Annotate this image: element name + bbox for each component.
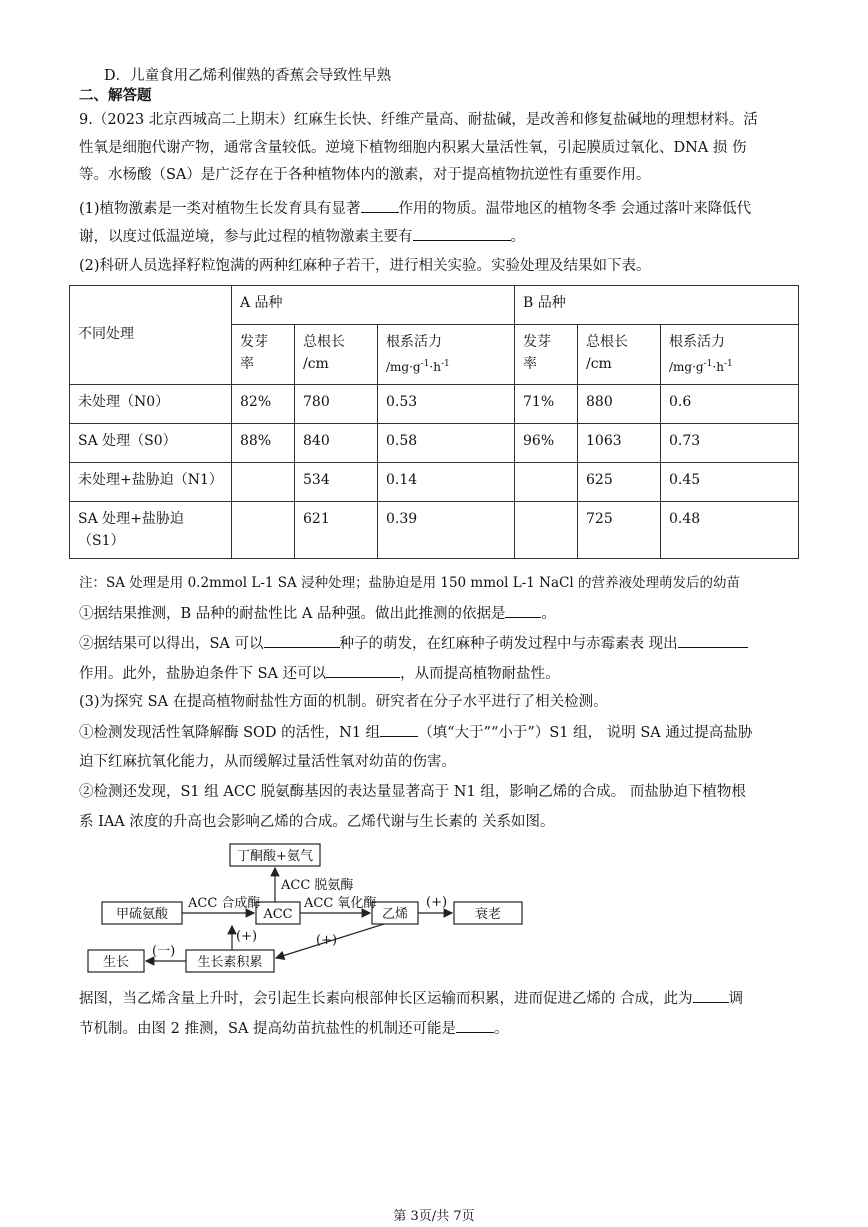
answer-blank[interactable]: [326, 663, 400, 678]
col-germination-b: 发芽 率: [515, 325, 578, 385]
cell: [515, 502, 578, 559]
row-label: 未处理+盐胁迫（N1）: [70, 463, 232, 502]
subquestion-3-1-cont: 迫下红麻抗氧化能力，从而缓解过量活性氧对幼苗的伤害。: [79, 754, 456, 770]
growth-label: 生长: [102, 955, 130, 970]
variety-a-header: A 品种: [232, 286, 515, 325]
col-root-length-b: 总根长 /cm: [578, 325, 661, 385]
cell: [232, 463, 295, 502]
cell: 0.48: [661, 502, 799, 559]
col-germination-a: 发芽 率: [232, 325, 295, 385]
row-label: SA 处理（S0）: [70, 424, 232, 463]
acc-deaminase-label: ACC 脱氨酶: [281, 878, 354, 893]
subquestion-2-1: ①据结果推测，B 品种的耐盐性比 A 品种强。做出此推测的依据是 。: [79, 603, 556, 624]
cell: 71%: [515, 385, 578, 424]
table-row: [70, 502, 799, 559]
cell: 1063: [578, 424, 661, 463]
methionine-label: 甲硫氨酸: [115, 907, 169, 922]
subquestion-2-2: ②据结果可以得出，SA 可以 种子的萌发，在红麻种子萌发过程中与赤霉素表 现出: [79, 633, 748, 654]
table-corner: 不同处理: [70, 286, 232, 385]
cell: 625: [578, 463, 661, 502]
question-intro-3: 等。水杨酸（SA）是广泛存在于各种植物体内的激素，对于提高植物抗逆性有重要作用。: [79, 167, 651, 183]
cell: [232, 502, 295, 559]
answer-blank[interactable]: [693, 988, 729, 1003]
ethylene-label: 乙烯: [381, 907, 409, 922]
row-label: SA 处理+盐胁迫（S1）: [70, 502, 232, 559]
cell: 0.58: [378, 424, 515, 463]
answer-blank[interactable]: [361, 198, 399, 213]
table-row: [70, 385, 799, 424]
cell: 780: [295, 385, 378, 424]
cell: 534: [295, 463, 378, 502]
cell: 840: [295, 424, 378, 463]
variety-b-header: B 品种: [515, 286, 799, 325]
cell: 0.6: [661, 385, 799, 424]
subquestion-1-line-1: (1)植物激素是一类对植物生长发育具有显著 作用的物质。温带地区的植物冬季 会通过落叶来降低代: [79, 198, 751, 219]
subquestion-3-1: ①检测发现活性氧降解酶 SOD 的活性，N1 组 （填“大于”“小于”）S1 组， 说明 SA 通过提高盐胁: [79, 722, 752, 743]
acc-synthase-label: ACC 合成酶: [188, 896, 261, 911]
col-root-length-a: 总根长 /cm: [295, 325, 378, 385]
table-note: 注：SA 处理是用 0.2mmol L-1 SA 浸种处理；盐胁迫是用 150 mmol L-1 NaCl 的营养液处理萌发后的幼苗: [79, 575, 740, 591]
butanone-label: 丁酮酸+氨气: [237, 849, 313, 864]
cell: [515, 463, 578, 502]
cell: 96%: [515, 424, 578, 463]
acc-label: ACC: [263, 907, 293, 922]
table-row: [70, 463, 799, 502]
subquestion-3-intro: (3)为探究 SA 在提高植物耐盐性方面的机制。研究者在分子水平进行了相关检测。: [79, 694, 608, 710]
row-label: 未处理（N0）: [70, 385, 232, 424]
answer-blank[interactable]: [380, 722, 418, 737]
cell: 82%: [232, 385, 295, 424]
plus-label: (+): [316, 933, 338, 948]
cell: 0.39: [378, 502, 515, 559]
plus-label: (+): [236, 929, 258, 944]
subquestion-3-3-cont: 节机制。由图 2 推测，SA 提高幼苗抗盐性的机制还可能是 。: [79, 1018, 508, 1039]
question-intro-2: 性氧是细胞代谢产物，通常含量较低。逆境下植物细胞内积累大量活性氧，引起膜质过氧化、DNA 损 伤: [79, 140, 747, 156]
cell: 0.45: [661, 463, 799, 502]
subquestion-2-3: 作用。此外，盐胁迫条件下 SA 还可以 ，从而提高植物耐盐性。: [79, 663, 560, 684]
col-root-activity-b: 根系活力 $/mg\cdot g^{-1}\cdot h^{-1}$: [661, 325, 799, 385]
subquestion-3-3: 据图，当乙烯含量上升时，会引起生长素向根部伸长区运输而积累，进而促进乙烯的 合成，此为 调: [79, 988, 743, 1009]
answer-blank[interactable]: [264, 633, 340, 648]
cell: 0.73: [661, 424, 799, 463]
col-root-activity-a: 根系活力 $/mg\cdot g^{-1}\cdot h^{-1}$: [378, 325, 515, 385]
senescence-label: 衰老: [474, 907, 502, 922]
cell: 88%: [232, 424, 295, 463]
results-table: [69, 285, 799, 559]
question-intro-1: 9.（2023 北京西城高二上期末）红麻生长快、纤维产量高、耐盐碱，是改善和修复盐碱地的理想材料。活: [79, 112, 758, 128]
option-d: D．儿童食用乙烯利催熟的香蕉会导致性早熟: [104, 68, 392, 84]
subquestion-1-line-2: 谢，以度过低温逆境，参与此过程的植物激素主要有 。: [79, 226, 525, 247]
auxin-label: 生长素积累: [197, 955, 263, 970]
answer-blank[interactable]: [456, 1018, 494, 1033]
answer-blank[interactable]: [678, 633, 748, 648]
acc-oxidase-label: ACC 氧化酶: [304, 896, 377, 911]
cell: 880: [578, 385, 661, 424]
cell: 0.53: [378, 385, 515, 424]
subquestion-3-2: ②检测还发现，S1 组 ACC 脱氨酶基因的表达量显著高于 N1 组，影响乙烯的合成。 而盐胁迫下植物根: [79, 784, 746, 800]
subquestion-3-2-cont: 系 IAA 浓度的升高也会影响乙烯的合成。乙烯代谢与生长素的 关系如图。: [79, 814, 555, 830]
cell: 621: [295, 502, 378, 559]
cell: 0.14: [378, 463, 515, 502]
minus-label: (一): [152, 944, 176, 959]
section-heading: 二、解答题: [79, 87, 152, 104]
subquestion-2-intro: (2)科研人员选择籽粒饱满的两种红麻种子若干，进行相关实验。实验处理及结果如下表。: [79, 258, 651, 274]
ethylene-auxin-diagram: [84, 842, 544, 978]
page-footer: 第 3页/共 7页: [393, 1209, 475, 1224]
table-row: [70, 424, 799, 463]
cell: 725: [578, 502, 661, 559]
answer-blank[interactable]: [505, 603, 541, 618]
plus-label: (+): [426, 895, 448, 910]
answer-blank[interactable]: [413, 226, 511, 241]
